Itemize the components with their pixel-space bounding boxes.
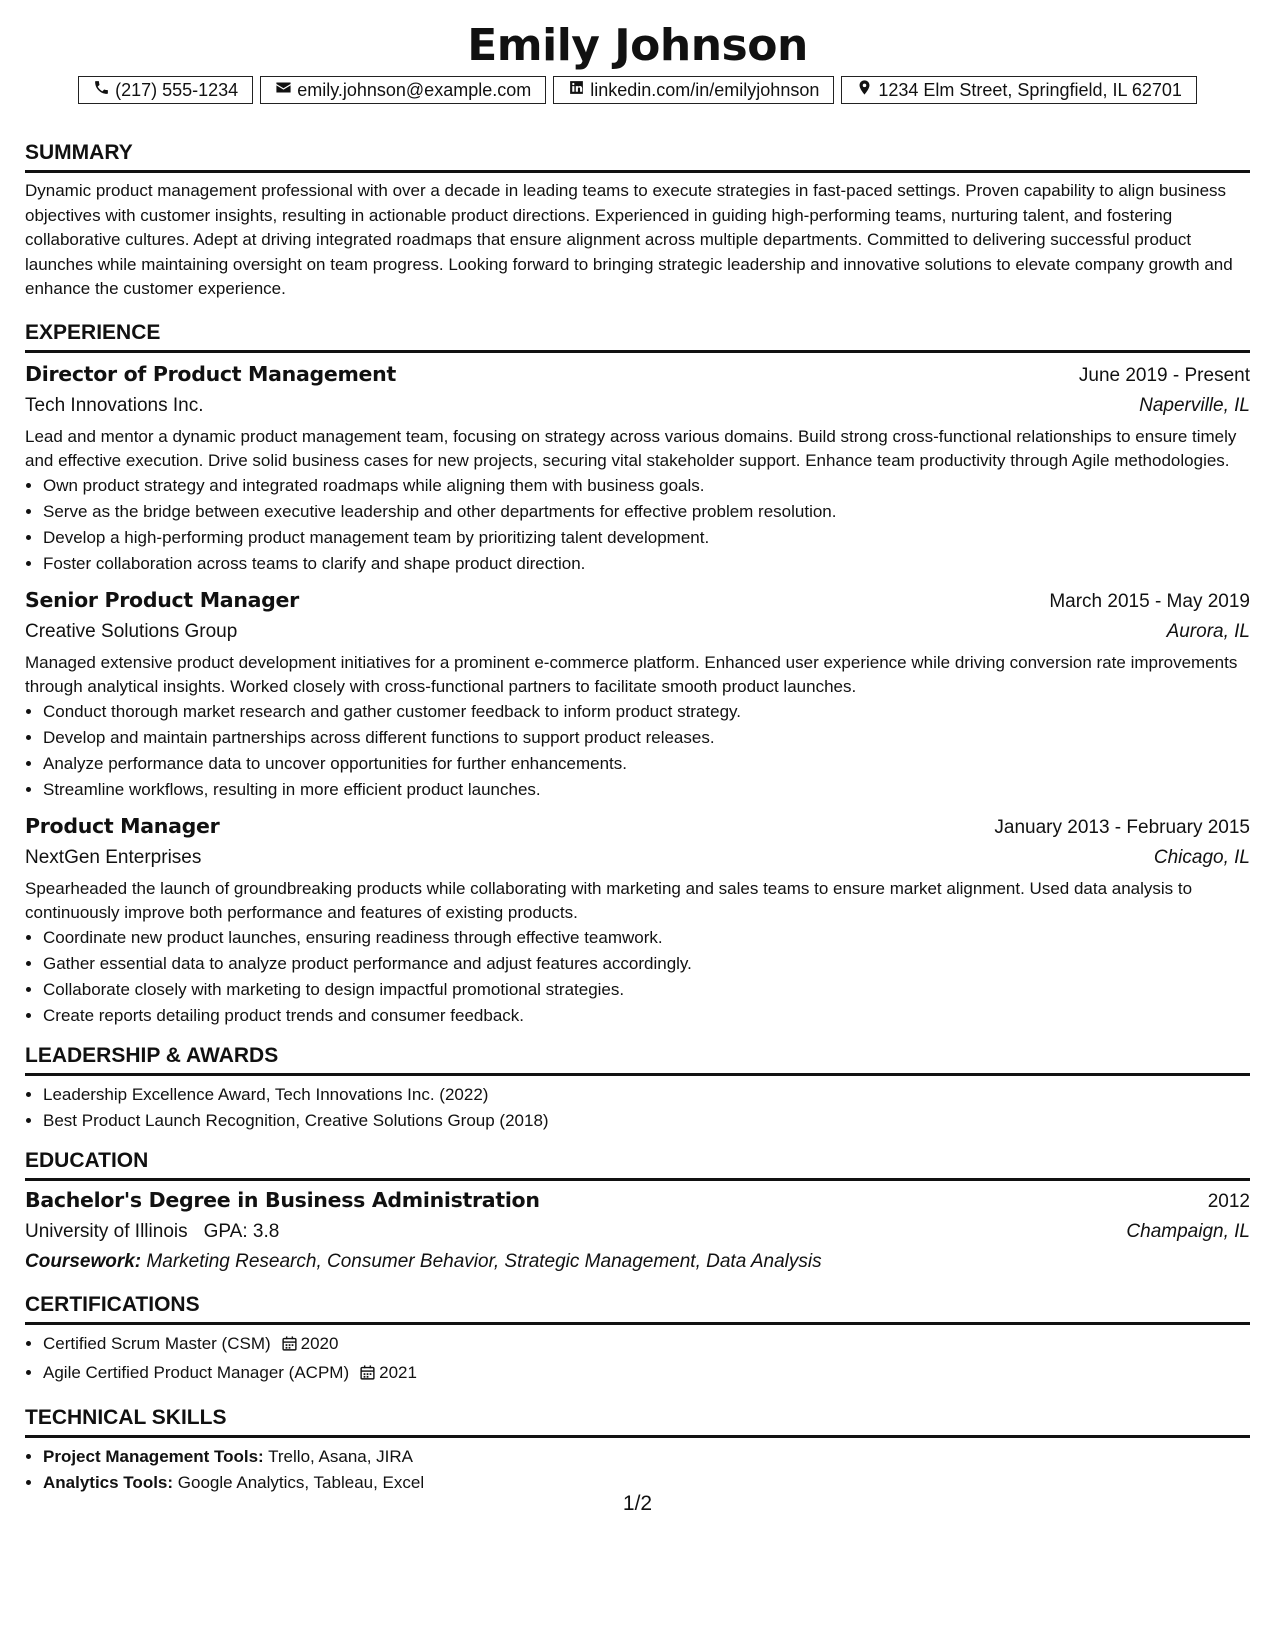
job-dates: March 2015 - May 2019 — [1049, 590, 1250, 612]
awards-heading: LEADERSHIP & AWARDS — [25, 1043, 1250, 1076]
school-name: University of Illinois — [25, 1220, 188, 1242]
linkedin-text: linkedin.com/in/emilyjohnson — [590, 79, 820, 100]
education-heading: EDUCATION — [25, 1148, 1250, 1181]
job-description: Managed extensive product development initiatives for a prominent e-commerce platform. Enhanced user experience while driving conversion rate improvements through analytical insights. Worked closely with cross-functional partners to facilitate smooth product launches. — [25, 652, 1238, 696]
job-dates: June 2019 - Present — [1078, 364, 1250, 386]
job-entry — [25, 359, 1250, 577]
page-number: 1/2 — [622, 1492, 653, 1515]
job-title: Product Manager — [25, 813, 220, 838]
job-company: Tech Innovations Inc. — [25, 394, 204, 416]
summary-text: Dynamic product management professional with over a decade in leading teams to execute strategies in fast-paced settings. Proven capability to align business objectives with customer insights, resulting in actionable product directions. Experienced in guiding high-performing teams, nurturing talent, and fostering collaborative cultures. Adept at driving integrated roadmaps that ensure alignment across multiple departments. Committed to delivering successful product launches while maintaining oversight on team progress. Looking forward to bringing strategic leadership and innovative solutions to elevate company growth and enhance the customer experience. — [25, 181, 1233, 298]
calendar-icon — [359, 1363, 376, 1389]
job-bullets — [25, 699, 1250, 803]
list-item — [43, 1331, 1250, 1360]
list-item: • Serve as the bridge between executive leadership and other departments for effective problem resolution. — [43, 499, 1250, 525]
list-item: • Collaborate closely with marketing to design impactful promotional strategies. — [43, 977, 1250, 1003]
gpa: GPA: 3.8 — [203, 1220, 280, 1242]
phone-icon — [93, 79, 110, 101]
skill-label: Analytics Tools: — [43, 1472, 174, 1492]
coursework-label: Coursework: — [25, 1250, 142, 1272]
list-item: • Best Product Launch Recognition, Creative Solutions Group (2018) — [43, 1108, 1250, 1134]
skill-label: Project Management Tools: — [43, 1446, 264, 1466]
list-item: • Analyze performance data to uncover opportunities for further enhancements. — [43, 751, 1250, 777]
list-item: • Gather essential data to analyze product performance and adjust features accordingly. — [43, 951, 1250, 977]
list-item: • Conduct thorough market research and gather customer feedback to inform product strategy. — [43, 699, 1250, 725]
summary-heading: SUMMARY — [25, 140, 1250, 173]
job-bullets — [25, 925, 1250, 1029]
experience-heading: EXPERIENCE — [25, 320, 1250, 353]
certification-name: Agile Certified Product Manager (ACPM) — [43, 1362, 350, 1382]
contact-linkedin[interactable] — [553, 76, 834, 104]
job-dates: January 2013 - February 2015 — [994, 816, 1250, 838]
school-location: Champaign, IL — [1126, 1220, 1250, 1242]
certification-name: Certified Scrum Master (CSM) — [43, 1333, 271, 1353]
list-item: • Develop a high-performing product management team by prioritizing talent development. — [43, 525, 1250, 551]
list-item: • Streamline workflows, resulting in more efficient product launches. — [43, 777, 1250, 803]
job-location: Naperville, IL — [1139, 394, 1250, 416]
contact-email[interactable] — [260, 76, 546, 104]
job-description: Lead and mentor a dynamic product management team, focusing on strategy across various domains. Build strong cross-functional relationships to ensure timely and effective execution. Drive solid business cases for new projects, securing vital stakeholder support. Enhance team productivity through Agile methodologies. — [25, 426, 1237, 470]
job-company: Creative Solutions Group — [25, 620, 238, 642]
linkedin-icon — [568, 79, 585, 101]
envelope-icon — [275, 79, 292, 101]
list-item: • Create reports detailing product trends and consumer feedback. — [43, 1003, 1250, 1029]
skills-heading: TECHNICAL SKILLS — [25, 1405, 1250, 1438]
map-marker-icon — [856, 79, 873, 101]
awards-list — [25, 1082, 1250, 1134]
coursework — [25, 1247, 1250, 1276]
skill-value: Trello, Asana, JIRA — [268, 1446, 414, 1466]
resume-page — [25, 18, 1250, 1496]
job-bullets — [25, 473, 1250, 577]
address-text: 1234 Elm Street, Springfield, IL 62701 — [878, 79, 1182, 100]
calendar-icon — [281, 1334, 298, 1360]
job-entry — [25, 585, 1250, 803]
contact-address[interactable] — [841, 76, 1197, 104]
list-item — [43, 1444, 1250, 1470]
job-location: Aurora, IL — [1166, 620, 1250, 642]
skills-list — [25, 1444, 1250, 1496]
coursework-list: Marketing Research, Consumer Behavior, Strategic Management, Data Analysis — [146, 1250, 822, 1272]
job-location: Chicago, IL — [1153, 846, 1250, 868]
list-item: • Develop and maintain partnerships across different functions to support product releases. — [43, 725, 1250, 751]
contact-bar — [25, 76, 1250, 104]
contact-phone[interactable] — [78, 76, 253, 104]
skill-value: Google Analytics, Tableau, Excel — [177, 1472, 425, 1492]
graduation-year: 2012 — [1207, 1190, 1250, 1212]
job-description: Spearheaded the launch of groundbreaking products while collaborating with marketing and sales teams to ensure market alignment. Used data analysis to continuously improve both performance and features of existing products. — [25, 878, 1193, 922]
job-company: NextGen Enterprises — [25, 846, 202, 868]
certifications-heading: CERTIFICATIONS — [25, 1292, 1250, 1325]
list-item: • Coordinate new product launches, ensuring readiness through effective teamwork. — [43, 925, 1250, 951]
degree-title: Bachelor's Degree in Business Administration — [25, 1187, 540, 1212]
list-item — [43, 1360, 1250, 1389]
list-item: • Foster collaboration across teams to clarify and shape product direction. — [43, 551, 1250, 577]
phone-text: (217) 555-1234 — [115, 79, 239, 100]
certification-year: 2021 — [379, 1362, 417, 1382]
list-item: • Leadership Excellence Award, Tech Innovations Inc. (2022) — [43, 1082, 1250, 1108]
list-item: • Own product strategy and integrated roadmaps while aligning them with business goals. — [43, 473, 1250, 499]
education-entry — [25, 1185, 1250, 1276]
job-entry — [25, 811, 1250, 1029]
job-title: Director of Product Management — [25, 361, 396, 386]
candidate-name: Emily Johnson — [467, 20, 808, 71]
certification-year: 2020 — [300, 1333, 339, 1353]
certifications-list — [25, 1331, 1250, 1389]
email-text: emily.johnson@example.com — [297, 79, 532, 100]
job-title: Senior Product Manager — [25, 587, 299, 612]
